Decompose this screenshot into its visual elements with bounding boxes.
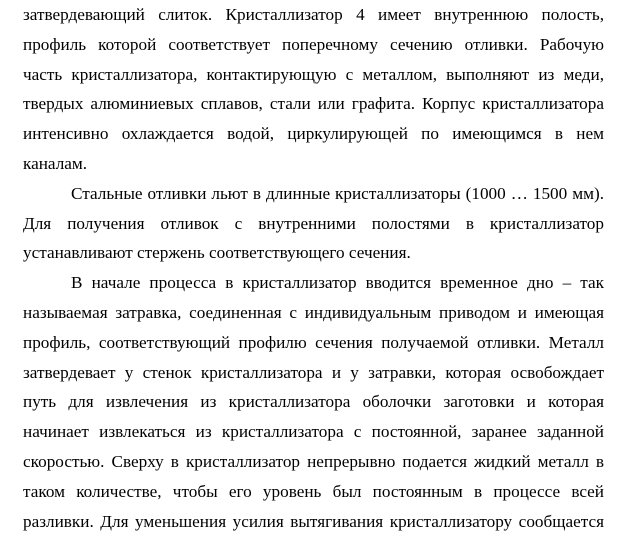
text-line: каналам. (23, 153, 88, 173)
text-line: разливки. Для уменьшения усилия вытягивания кристаллизатору сообщается (23, 511, 604, 531)
text-line: начинает извлекаться из кристаллизатора с постоянной, заранее заданной (23, 422, 604, 442)
text-line: устанавливают стержень соответствующего сечения. (23, 243, 411, 263)
text-line: профиль которой соответствует поперечному сечению отливки. Рабочую (23, 34, 604, 54)
document-page (23, 0, 604, 536)
text-line: путь для извлечения из кристаллизатора оболочки заготовки и которая (23, 392, 604, 412)
text-line: В начале процесса в кристаллизатор вводится временное дно – так (71, 273, 604, 293)
text-line: часть кристаллизатора, контактирующую с металлом, выполняют из меди, (23, 64, 604, 84)
text-line: называемая затравка, соединенная с индивидуальным приводом и имеющая (23, 302, 604, 322)
text-line: интенсивно охлаждается водой, циркулирующей по имеющимся в нем (23, 124, 604, 144)
paragraph-2 (23, 179, 604, 268)
text-line: Стальные отливки льют в длинные кристаллизаторы (1000 … 1500 мм). (71, 183, 604, 203)
text-line: затвердевающий слиток. Кристаллизатор 4 имеет внутреннюю полость, (23, 5, 604, 24)
paragraph-1 (23, 0, 604, 179)
text-line: Для получения отливок с внутренними полостями в кристаллизатор (23, 213, 604, 233)
text-line: затвердевает у стенок кристаллизатора и у затравки, которая освобождает (23, 362, 604, 382)
text-line: твердых алюминиевых сплавов, стали или графита. Корпус кристаллизатора (23, 94, 604, 114)
text-line: таком количестве, чтобы его уровень был постоянным в процессе всей (23, 481, 604, 501)
text-line: профиль, соответствующий профилю сечения получаемой отливки. Металл (23, 332, 604, 352)
paragraph-3 (23, 268, 604, 536)
text-line: скоростью. Сверху в кристаллизатор непрерывно подается жидкий металл в (23, 451, 604, 471)
